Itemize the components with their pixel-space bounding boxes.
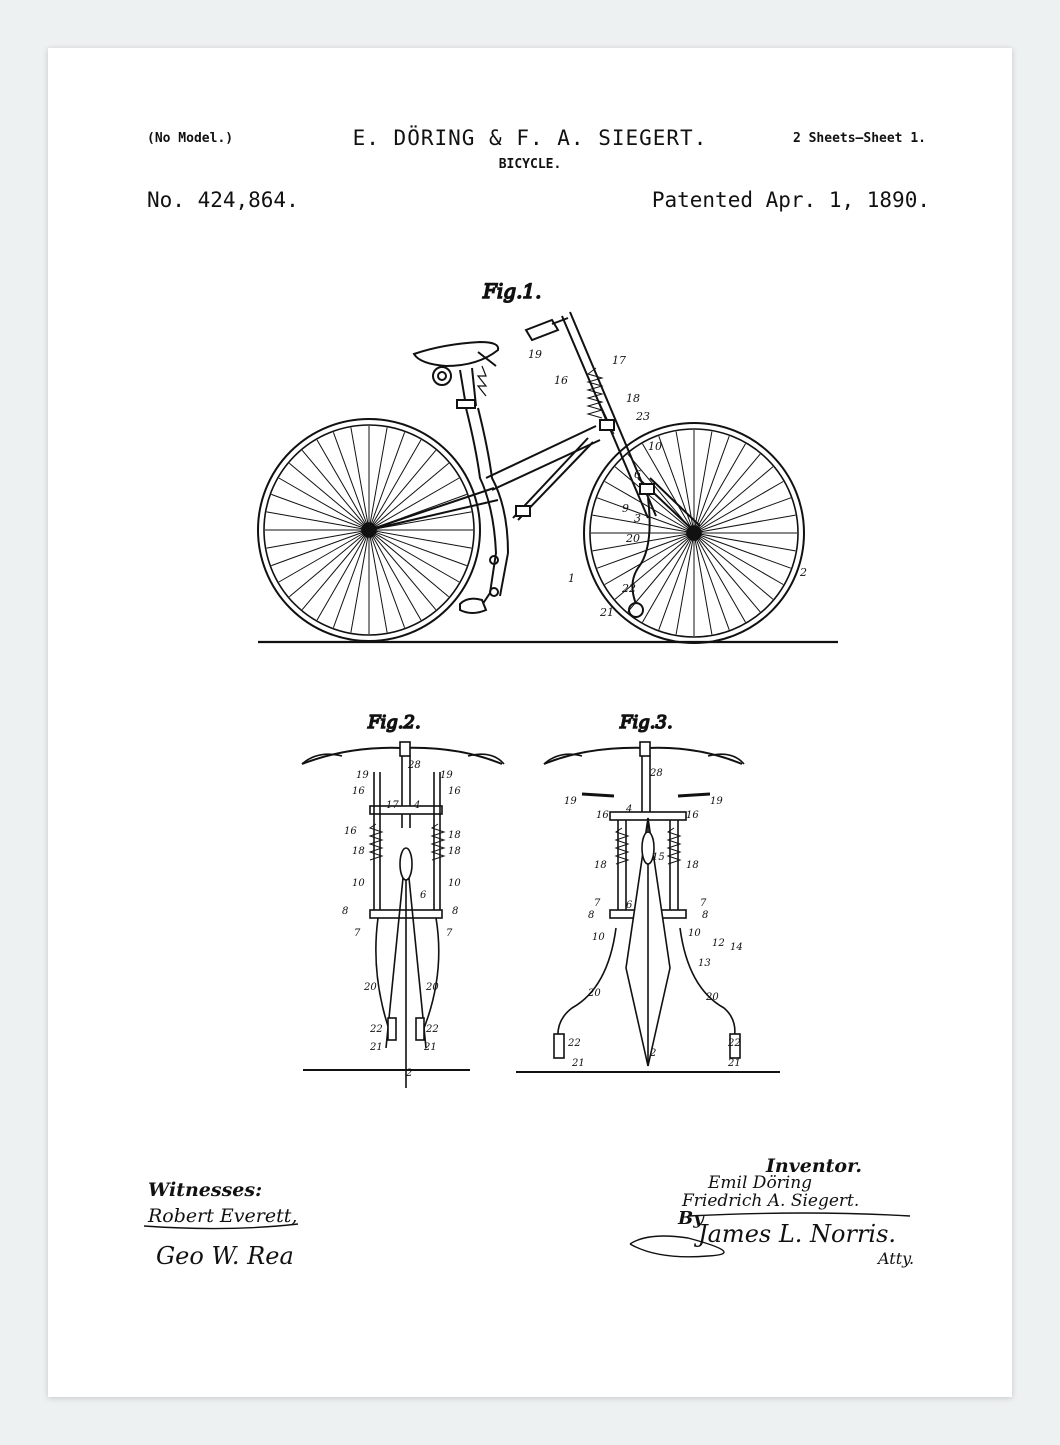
patent-sheet (48, 48, 1012, 1397)
reference-numeral: 1 (568, 572, 575, 585)
reference-numeral: 7 (594, 898, 601, 909)
inventor-signature-2: Friedrich A. Siegert. (682, 1191, 860, 1211)
reference-numeral: 12 (712, 938, 725, 949)
reference-numeral: 16 (448, 786, 461, 797)
reference-numeral: 19 (564, 796, 577, 807)
inventor-block (677, 1155, 914, 1268)
witness-signature-1: Robert Everett, (148, 1205, 298, 1227)
reference-numeral: 18 (686, 860, 699, 871)
reference-numeral: 7 (700, 898, 707, 909)
reference-numeral: 28 (650, 768, 663, 779)
reference-numeral: 20 (588, 988, 601, 999)
reference-numeral: 7 (354, 928, 361, 939)
reference-numeral: 16 (686, 810, 699, 821)
reference-numeral: 22 (622, 582, 636, 595)
reference-numeral: 18 (352, 846, 365, 857)
inventor-signature-1: Emil Döring (708, 1173, 813, 1193)
reference-numeral: 16 (554, 374, 568, 387)
reference-numeral: 19 (440, 770, 453, 781)
reference-numeral: 19 (710, 796, 723, 807)
reference-numeral: 2 (406, 1068, 413, 1079)
by-label: By (678, 1208, 704, 1229)
reference-numeral: 18 (448, 830, 461, 841)
reference-numeral: 21 (370, 1042, 383, 1053)
patent-number: No. 424,864. (147, 188, 299, 212)
reference-numeral: 8 (702, 910, 709, 921)
reference-numeral: 8 (342, 906, 349, 917)
reference-numeral: 8 (588, 910, 595, 921)
reference-numeral: 8 (452, 906, 459, 917)
reference-numeral: 21 (424, 1042, 437, 1053)
reference-numeral: 18 (448, 846, 461, 857)
reference-numeral: 3 (634, 512, 641, 525)
reference-numeral: 13 (698, 958, 711, 969)
reference-numeral: 18 (594, 860, 607, 871)
reference-numeral: 21 (600, 606, 614, 619)
front-wheel (584, 423, 804, 643)
reference-numeral: 4 (414, 800, 421, 811)
reference-numeral: 17 (386, 800, 399, 811)
witnesses-label: Witnesses: (148, 1179, 263, 1201)
inventors-heading: E. DÖRING & F. A. SIEGERT. (352, 126, 708, 150)
witness-signature-2: Geo W. Rea (156, 1242, 294, 1270)
reference-numeral: 22 (370, 1024, 383, 1035)
reference-numeral: 6 (634, 468, 641, 481)
reference-numeral: 22 (568, 1038, 581, 1049)
no-model-note: (No Model.) (147, 131, 234, 146)
fig2-caption: Fig.2. (368, 712, 421, 733)
reference-numeral: 16 (344, 826, 357, 837)
reference-numeral: 22 (426, 1024, 439, 1035)
fig3-caption: Fig.3. (620, 712, 673, 733)
reference-numeral: 23 (636, 410, 650, 423)
reference-numeral: 2 (800, 566, 807, 579)
fig1-caption: Fig.1. (483, 279, 542, 303)
reference-numeral: 10 (448, 878, 461, 889)
reference-numeral: 10 (592, 932, 605, 943)
reference-numeral: 20 (426, 982, 439, 993)
inventor-label: Inventor. (766, 1155, 862, 1177)
reference-numeral: 10 (648, 440, 662, 453)
reference-numeral: 6 (420, 890, 427, 901)
reference-numeral: 21 (728, 1058, 741, 1069)
reference-numeral: 20 (364, 982, 377, 993)
patent-drawing (48, 48, 1012, 1397)
reference-numeral: 9 (622, 502, 629, 515)
attorney-title: Atty. (878, 1249, 915, 1268)
reference-numeral: 16 (596, 810, 609, 821)
reference-numeral: 10 (352, 878, 365, 889)
reference-numeral: 20 (706, 992, 719, 1003)
reference-numeral: 7 (446, 928, 453, 939)
reference-numeral: 16 (352, 786, 365, 797)
reference-numeral: 19 (528, 348, 542, 361)
reference-numeral: 4 (626, 804, 633, 815)
fig1-drawing (258, 279, 838, 643)
reference-numeral: 15 (652, 852, 665, 863)
sheet-count: 2 Sheets—Sheet 1. (792, 131, 926, 146)
fig2-drawing (302, 712, 504, 1088)
reference-numeral: 2 (650, 1048, 657, 1059)
reference-numeral: 18 (626, 392, 640, 405)
reference-numeral: 20 (626, 532, 640, 545)
reference-numeral: 17 (612, 354, 626, 367)
reference-numeral: 19 (356, 770, 369, 781)
attorney-signature: James L. Norris. (698, 1220, 897, 1248)
reference-numeral: 21 (572, 1058, 585, 1069)
reference-numeral: 28 (408, 760, 421, 771)
patent-title: BICYCLE. (498, 157, 562, 172)
witnesses-block (147, 1179, 297, 1270)
reference-numeral: 14 (730, 942, 743, 953)
patent-date: Patented Apr. 1, 1890. (651, 188, 930, 212)
reference-numeral: 6 (626, 900, 633, 911)
reference-numeral: 22 (728, 1038, 741, 1049)
fig3-drawing (516, 712, 780, 1072)
reference-numeral: 10 (688, 928, 701, 939)
